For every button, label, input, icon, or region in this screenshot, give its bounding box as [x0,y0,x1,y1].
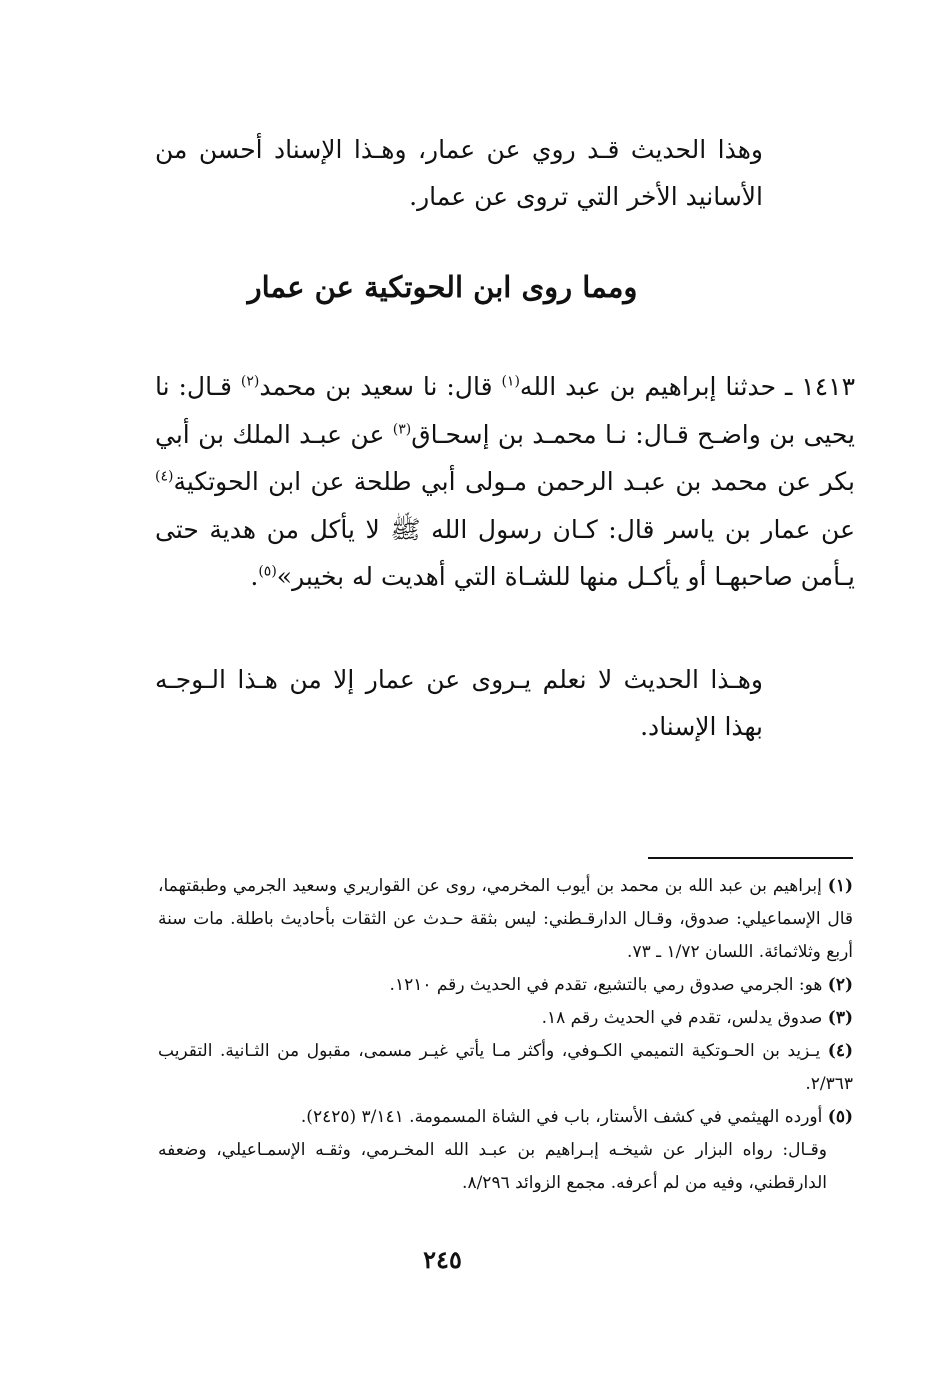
hadith-text-part-2: قال: نا سعيد بن محمد [259,372,502,401]
footnote-number: (١) [827,876,854,896]
page-number: ٢٤٥ [423,1245,462,1274]
footnote-number: (٥) [827,1107,853,1127]
hadith-text-part-4: عن عبـد الملك بن أبي بكر عن محمد بن عبـد الرحمن مـولى أبي طلحة عن ابن الحوتكية [155,419,855,496]
footnote-text: صدوق يدلس، تقدم في الحديث رقم ١٨. [541,1008,823,1028]
footnote-text: وقـال: رواه البزار عن شيخـه إبـراهيم بن عبـد الله المخـرمي، وثقـه الإسمـاعيلي، وضعفه الدارقطني، وفيه من لم أعرفه. مجمع الزوائد ٨/٢٩٦. [158,1140,827,1193]
footnote-ref-4[interactable]: (٤) [155,468,174,485]
hadith-1413 [155,363,855,601]
footnote-divider [648,857,853,859]
footnote-ref-1[interactable]: (١) [501,373,520,390]
footnotes-list [158,870,853,1200]
footnote-ref-3[interactable]: (٣) [392,421,412,438]
footnote-4 [158,1035,853,1101]
footnote-3 [158,1002,853,1035]
closing-paragraph: وهـذا الحديث لا نعلم يـروى عن عمار إلا من هـذا الـوجـه بهذا الإسناد. [155,665,763,741]
footnote-text: أورده الهيثمي في كشف الأستار، باب في الشاة المسمومة. ٣/١٤١ (٢٤٢٥). [300,1107,823,1127]
footnote-text: إبراهيم بن عبد الله بن محمد بن أيوب المخرمي، روى عن القواريري وسعيد الجرمي وطبقتهما، قال الإسماعيلي: صدوق، وقـال الدارقـطني: ليس بثقة حـدث عن الثقات بأحاديث باطلة. مات سنة أربع وثلاثمائة. اللسان ١/٧٢ ـ ٧٣. [158,876,853,962]
footnote-5-continuation [158,1134,853,1200]
footnote-number: (٣) [827,1008,853,1028]
hadith-text-part-6: . [250,562,259,591]
footnote-ref-5[interactable]: (٥) [258,563,277,580]
footnote-number: (٢) [827,975,853,995]
footnote-text: يـزيد بن الحـوتكية التميمي الكـوفي، وأكثر مـا يأتي غيـر مسمى، مقبول من الثـانية. التقريب ٢/٣٦٣. [158,1041,853,1094]
footnote-ref-2[interactable]: (٢) [240,373,260,390]
intro-paragraph: وهذا الحديث قـد روي عن عمار، وهـذا الإسناد أحسن من الأسانيد الأخر التي تروى عن عمار. [155,135,763,211]
section-heading: ومما روى ابن الحوتكية عن عمار [247,270,638,304]
hadith-text-part-3: قـال: نا يحيى بن واضـح قـال: نـا محمـد بن إسحـاق [155,372,855,449]
footnote-5 [158,1101,853,1134]
hadith-number: ١٤١٣ ـ [785,372,855,401]
footnote-number: (٤) [827,1041,853,1061]
hadith-text-part-1: حدثنا إبراهيم بن عبد الله [519,372,777,401]
footnote-1 [158,870,853,969]
footnote-text: هو: الجرمي صدوق رمي بالتشيع، تقدم في الحديث رقم ١٢١٠. [389,975,823,995]
footnote-2 [158,969,853,1002]
hadith-text-part-5: عن عمار بن ياسر قال: كـان رسول الله ﷺ لا يأكل من هدية حتى يـأمن صاحبهـا أو يأكـل منها للشـاة التي أهديت له بخيبر» [155,514,855,591]
